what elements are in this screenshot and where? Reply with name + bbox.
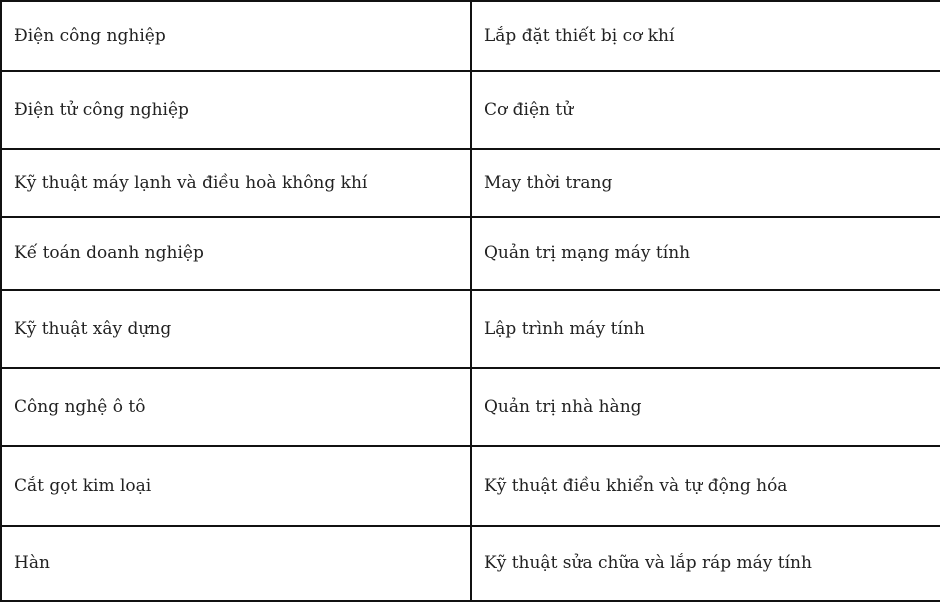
- table-row: [1, 217, 940, 290]
- table-row: [1, 71, 940, 149]
- table-cell: Quản trị mạng máy tính: [471, 217, 940, 290]
- table-cell: Quản trị nhà hàng: [471, 368, 940, 446]
- table-cell: Cơ điện tử: [471, 71, 940, 149]
- table-row: [1, 1, 940, 71]
- table-cell: Kế toán doanh nghiệp: [1, 217, 471, 290]
- table-cell: Kỹ thuật xây dựng: [1, 290, 471, 368]
- table-cell: Kỹ thuật sửa chữa và lắp ráp máy tính: [471, 526, 940, 601]
- table-cell: Điện tử công nghiệp: [1, 71, 471, 149]
- table-row: [1, 446, 940, 526]
- table-row: [1, 290, 940, 368]
- table-cell: Công nghệ ô tô: [1, 368, 471, 446]
- table-cell: Lập trình máy tính: [471, 290, 940, 368]
- table-cell: Kỹ thuật điều khiển và tự động hóa: [471, 446, 940, 526]
- table-row: [1, 526, 940, 601]
- table-cell: Hàn: [1, 526, 471, 601]
- table-cell: Lắp đặt thiết bị cơ khí: [471, 1, 940, 71]
- table-cell: May thời trang: [471, 149, 940, 217]
- table-cell: Kỹ thuật máy lạnh và điều hoà không khí: [1, 149, 471, 217]
- table-row: [1, 149, 940, 217]
- table-cell: Cắt gọt kim loại: [1, 446, 471, 526]
- table-cell: Điện công nghiệp: [1, 1, 471, 71]
- table-row: [1, 368, 940, 446]
